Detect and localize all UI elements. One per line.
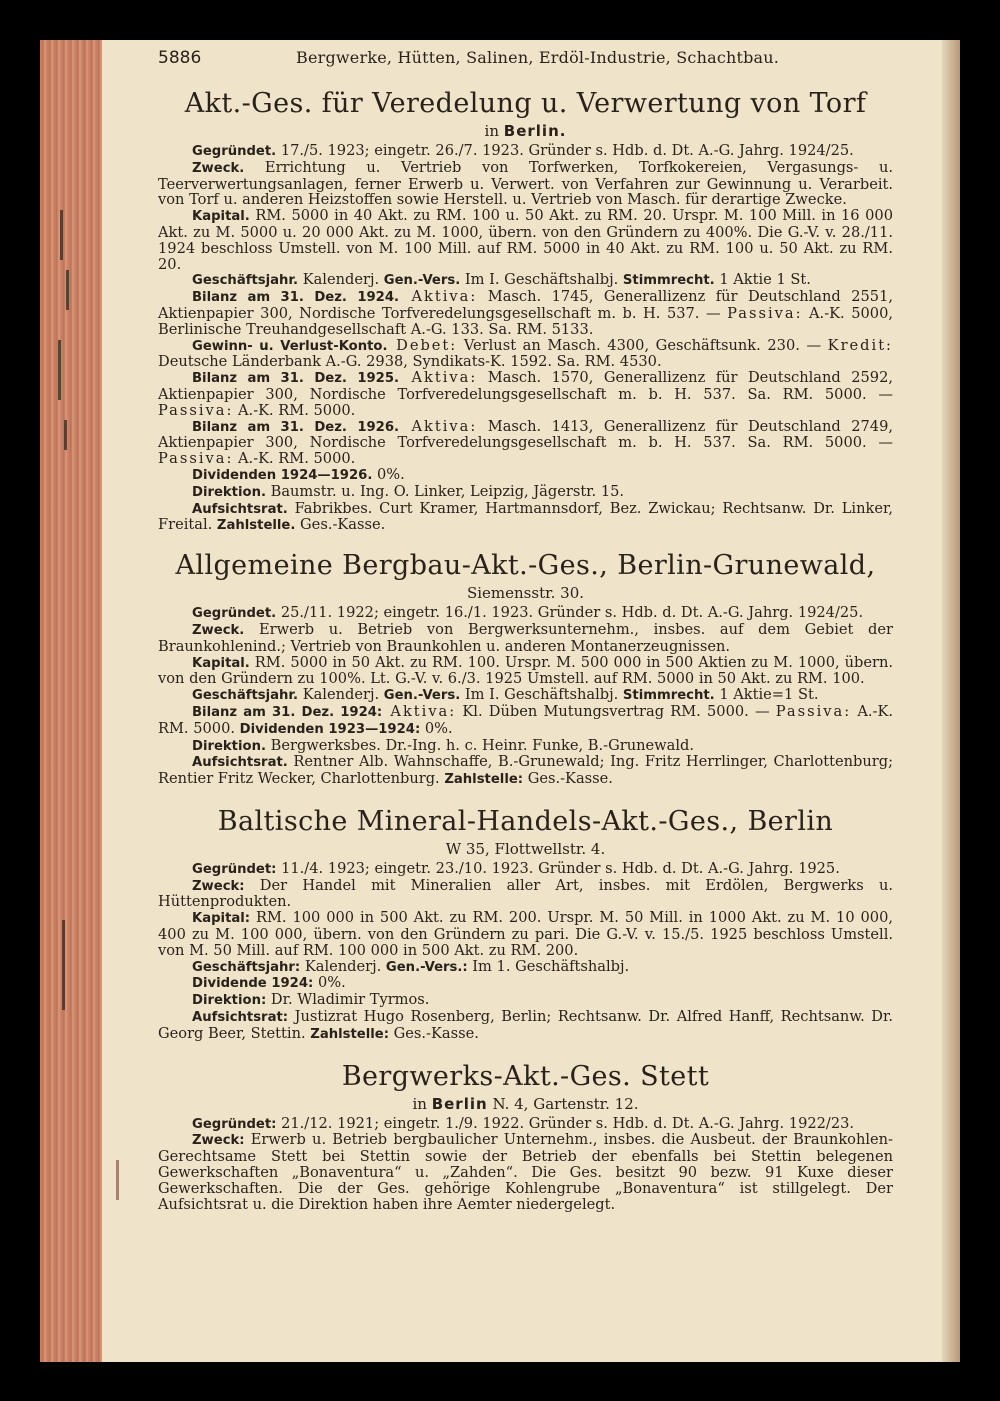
entry-paragraph: Direktion: Dr. Wladimir Tyrmos. (192, 991, 430, 1009)
entry-subtitle: in Berlin. (484, 122, 567, 140)
edge-marks (40, 40, 120, 1362)
entry-paragraph: Bilanz am 31. Dez. 1925. Aktiva: Masch. 1570, Generallizenz für Deutschland 2592, Aktienpapier 300, Nordische Torfveredelungsgesellschaft m. b. H. 537. Sa. RM. 5000. — Passiva: A.-K. RM. 5000. (158, 369, 893, 419)
running-title: Bergwerke, Hütten, Salinen, Erdöl-Industrie, Schachtbau. (296, 48, 780, 67)
entry-paragraph: Zweck: Der Handel mit Mineralien aller Art, insbes. mit Erdölen, Bergwerks u. Hüttenprodukten. (158, 876, 893, 911)
entry-paragraph: Aufsichtsrat: Justizrat Hugo Rosenberg, Berlin; Rechtsanw. Dr. Alfred Hanff, Rechtsanw. Dr. Georg Beer, Stettin. Zahlstelle: Ges.-Kasse. (158, 1008, 893, 1042)
entry-paragraph: Bilanz am 31. Dez. 1924. Aktiva: Masch. 1745, Generallizenz für Deutschland 2551, Aktienpapier 300, Nordische Torfveredelungsgesellschaft m. b. H. 537. — Passiva: A.-K. 5000, Berlinische Treuhandgesellschaft A.-G. 133. Sa. RM. 5133. (158, 288, 893, 338)
entry-paragraph: Direktion. Bergwerksbes. Dr.-Ing. h. c. Heinr. Funke, B.-Grunewald. (192, 736, 694, 754)
right-page-edge (942, 40, 960, 1362)
entry-paragraph: Kapital. RM. 5000 in 50 Akt. zu RM. 100. Urspr. M. 500 000 in 500 Aktien zu M. 1000, übern. von den Gründern zu 100%. Lt. G.-V. v. 6./3. 1925 Umstell. auf RM. 5000 in 50 Akt. zu RM. 100. (158, 653, 893, 688)
entry-paragraph: Kapital: RM. 100 000 in 500 Akt. zu RM. 200. Urspr. M. 50 Mill. in 1000 Akt. zu M. 10 000, 400 zu M. 100 000, übern. von den Gründern zu pari. Die G.-V. v. 15./5. 1925 beschloss Umstell. von M. 50 Mill. auf RM. 100 000 in 500 Akt. zu RM. 200. (158, 909, 893, 959)
document-page (158, 50, 893, 1212)
company-entry (158, 86, 893, 534)
entry-subtitle: Siemensstr. 30. (466, 584, 585, 603)
entry-paragraph: Gegründet: 21./12. 1921; eingetr. 1./9. 1922. Gründer s. Hdb. d. Dt. A.-G. Jahrg. 1922/23. (192, 1114, 855, 1132)
entry-paragraph: Bilanz am 31. Dez. 1926. Aktiva: Masch. 1413, Generallizenz für Deutschland 2749, Aktienpapier 300, Nordische Torfveredelungsgesellschaft m. b. H. 537. Sa. RM. 5000. — Passiva: A.-K. RM. 5000. (158, 417, 893, 468)
entry-paragraph: Geschäftsjahr. Kalenderj. Gen.-Vers. Im I. Geschäftshalbj. Stimmrecht. 1 Aktie 1 St. (192, 271, 811, 289)
page-number: 5886 (158, 48, 202, 68)
entry-paragraph: Kapital. RM. 5000 in 40 Akt. zu RM. 100 u. 50 Akt. zu RM. 20. Urspr. M. 100 Mill. in 16 000 Akt. zu M. 5000 u. 20 000 Akt. zu M. 1000, übern. von den Gründern zu 400%. Die G.-V. v. 28./11. 1924 beschloss Umstell. von M. 100 Mill. auf RM. 5000 in 40 Akt. zu RM. 100 u. 50 Akt. zu RM. 20. (158, 207, 893, 273)
entry-title: Baltische Mineral-Handels-Akt.-Ges., Berlin (217, 805, 834, 837)
entry-paragraph: Geschäftsjahr: Kalenderj. Gen.-Vers.: Im 1. Geschäftshalbj. (192, 957, 630, 975)
company-entry (158, 1059, 893, 1213)
entry-title: Bergwerks-Akt.-Ges. Stett (341, 1060, 710, 1092)
company-entry (158, 548, 893, 788)
entry-paragraph: Aufsichtsrat. Rentner Alb. Wahnschaffe, B.-Grunewald; Ing. Fritz Herrlinger, Charlottenburg; Rentier Fritz Wecker, Charlottenburg. Zahlstelle: Ges.-Kasse. (158, 753, 893, 788)
entry-subtitle: W 35, Flottwellstr. 4. (445, 839, 606, 858)
entry-paragraph: Aufsichtsrat. Fabrikbes. Curt Kramer, Hartmannsdorf, Bez. Zwickau; Rechtsanw. Dr. Linker, Freital. Zahlstelle. Ges.-Kasse. (158, 499, 893, 534)
entry-paragraph: Gegründet: 11./4. 1923; eingetr. 23./10. 1923. Gründer s. Hdb. d. Dt. A.-G. Jahrg. 1925. (192, 859, 840, 877)
entry-paragraph: Zweck. Errichtung u. Vertrieb von Torfwerken, Torfkokereien, Vergasungs- u. Teerverwertungsanlagen, ferner Erwerb u. Verwert. von Verfahren zur Gewinnung u. Verarbeit. von Torf u. anderen Heizstoffen sowie Herstell. u. Vertrieb von Masch. für derartige Zwecke. (158, 158, 893, 209)
entry-paragraph: Gewinn- u. Verlust-Konto. Debet: Verlust an Masch. 4300, Geschäftsunk. 230. — Kredit: Deutsche Länderbank A.-G. 2938, Syndikats-K. 1592. Sa. RM. 4530. (158, 336, 893, 371)
entry-paragraph: Direktion. Baumstr. u. Ing. O. Linker, Leipzig, Jägerstr. 15. (192, 482, 625, 500)
entry-paragraph: Bilanz am 31. Dez. 1924: Aktiva: Kl. Düben Mutungsvertrag RM. 5000. — Passiva: A.-K. RM. 5000. Dividenden 1923—1924: 0%. (158, 702, 893, 737)
entry-paragraph: Geschäftsjahr. Kalenderj. Gen.-Vers. Im I. Geschäftshalbj. Stimmrecht. 1 Aktie=1 St. (192, 686, 819, 704)
running-header (158, 50, 893, 74)
entry-title: Akt.-Ges. für Veredelung u. Verwertung von Torf (184, 88, 867, 119)
entry-paragraph: Gegründet. 17./5. 1923; eingetr. 26./7. 1923. Gründer s. Hdb. d. Dt. A.-G. Jahrg. 1924/25. (192, 142, 854, 159)
entry-paragraph: Dividenden 1924—1926. 0%. (192, 465, 405, 483)
company-entry (158, 804, 893, 1043)
entry-paragraph: Gegründet. 25./11. 1922; eingetr. 16./1. 1923. Gründer s. Hdb. d. Dt. A.-G. Jahrg. 1924/25. (192, 604, 864, 622)
entry-subtitle: in Berlin N. 4, Gartenstr. 12. (412, 1094, 639, 1113)
entry-paragraph: Zweck: Erwerb u. Betrieb bergbaulicher Unternehm., insbes. die Ausbeut. der Braunkohlen-Gerechtsame Stett bei Stettin sowie der Betrieb der ebenfalls bei Stettin belegenen Gewerkschaften „Bonaventura“ u. „Zahden“. Die Ges. besitzt 90 bezw. 91 Kuxe dieser Gewerkschaften. Die der Ges. gehörige Kohlengrube „Bonaventura“ ist stillgelegt. Der Aufsichtsrat u. die Direktion haben ihre Aemter niedergelegt. (158, 1131, 893, 1213)
entry-title: Allgemeine Bergbau-Akt.-Ges., Berlin-Grunewald, (175, 550, 876, 582)
entry-paragraph: Zweck. Erwerb u. Betrieb von Bergwerksunternehm., insbes. auf dem Gebiet der Braunkohlenind.; Vertrieb von Braunkohlen u. anderen Montanerzeugnissen. (158, 620, 893, 655)
entry-paragraph: Dividende 1924: 0%. (192, 974, 346, 992)
